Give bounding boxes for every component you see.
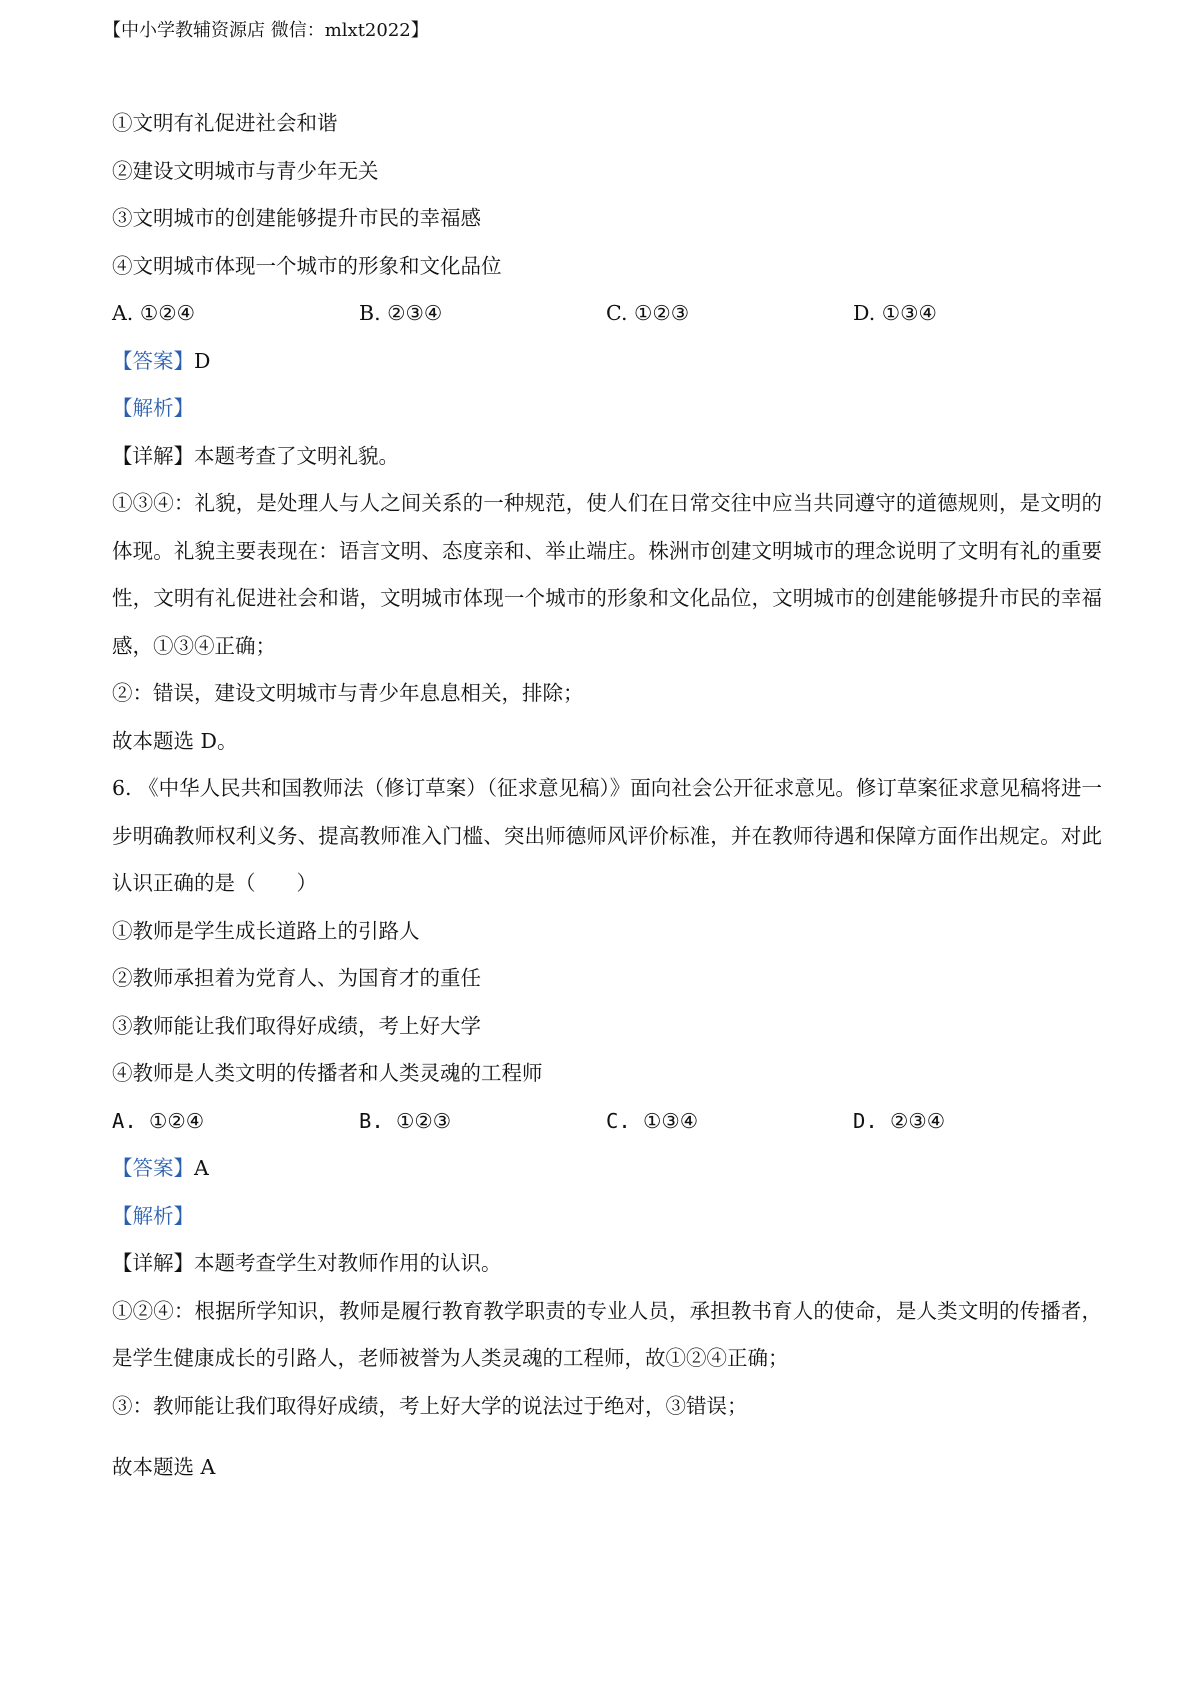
q6-explanation-2: ③：教师能让我们取得好成绩，考上好大学的说法过于绝对，③错误； (112, 1393, 748, 1418)
q5-statement-4: ④文明城市体现一个城市的形象和文化品位 (112, 253, 502, 278)
q6-answer-value: A (194, 1156, 209, 1180)
q5-detail-text: 本题考查了文明礼貌。 (194, 443, 399, 468)
q6-analysis-label: 【解析】 (112, 1203, 194, 1228)
q5-explanation-1: ①③④：礼貌，是处理人与人之间关系的一种规范，使人们在日常交往中应当共同遵守的道德规则，是文明的体现。礼貌主要表现在：语言文明、态度亲和、举止端庄。株洲市创建文明城市的理念说明了文明有礼的重要性，文明有礼促进社会和谐，文明城市体现一个城市的形象和文化品位，文明城市的创建能够提升市民的幸福感，①③④正确； (112, 491, 1102, 658)
q5-statement-1: ①文明有礼促进社会和谐 (112, 111, 338, 135)
q6-option-c: C. ①③④ (606, 1108, 699, 1133)
q6-statement-2: ②教师承担着为党育人、为国育才的重任 (112, 966, 481, 990)
q6-detail-text: 本题考查学生对教师作用的认识。 (194, 1251, 502, 1275)
q6-answer (112, 1145, 1102, 1193)
q6-explanation-1: ①②④：根据所学知识，教师是履行教育教学职责的专业人员，承担教书育人的使命，是人类文明的传播者，是学生健康成长的引路人，老师被誉为人类灵魂的工程师，故①②④正确； (112, 1298, 1102, 1370)
q5-option-b: B. ②③④ (359, 301, 443, 325)
q6-options (112, 1098, 1102, 1146)
q5-explanation-2: ②：错误，建设文明城市与青少年息息相关，排除； (112, 681, 584, 705)
spacer (112, 1430, 1102, 1444)
document-content (112, 100, 1102, 1492)
q5-options (112, 290, 1102, 338)
q5-detail (112, 433, 1102, 481)
q5-answer-label: 【答案】 (112, 348, 194, 373)
q6-detail-label: 【详解】 (112, 1251, 194, 1275)
q6-stem: 6. 《中华人民共和国教师法（修订草案）（征求意见稿）》面向社会公开征求意见。修订草案征求意见稿将进一步明确教师权利义务、提高教师准入门槛、突出师德师风评价标准，并在教师待遇和保障方面作出规定。对此认识正确的是（ ） (112, 776, 1102, 895)
q6-option-a: A. ①②④ (112, 1108, 205, 1133)
q5-detail-label: 【详解】 (112, 443, 194, 468)
q5-answer (112, 338, 1102, 386)
q6-statement-4: ④教师是人类文明的传播者和人类灵魂的工程师 (112, 1061, 543, 1085)
q6-answer-label: 【答案】 (112, 1156, 194, 1180)
q5-option-d: D. ①③④ (853, 301, 937, 325)
q6-option-b: B. ①②③ (359, 1108, 452, 1133)
q6-conclusion: 故本题选 A (112, 1455, 216, 1479)
q5-answer-value: D (194, 348, 211, 373)
q5-option-a: A. ①②④ (112, 301, 195, 325)
q5-analysis-label: 【解析】 (112, 396, 194, 420)
q5-conclusion: 故本题选 D。 (112, 728, 238, 753)
q6-detail (112, 1240, 1102, 1288)
q6-statement-1: ①教师是学生成长道路上的引路人 (112, 918, 420, 943)
q5-statement-2: ②建设文明城市与青少年无关 (112, 158, 379, 183)
q6-option-d: D. ②③④ (853, 1108, 946, 1133)
q6-statement-3: ③教师能让我们取得好成绩，考上好大学 (112, 1013, 481, 1038)
q5-statement-3: ③文明城市的创建能够提升市民的幸福感 (112, 206, 481, 230)
q5-option-c: C. ①②③ (606, 301, 690, 325)
page-header: 【中小学教辅资源店 微信：mlxt2022】 (103, 20, 429, 41)
